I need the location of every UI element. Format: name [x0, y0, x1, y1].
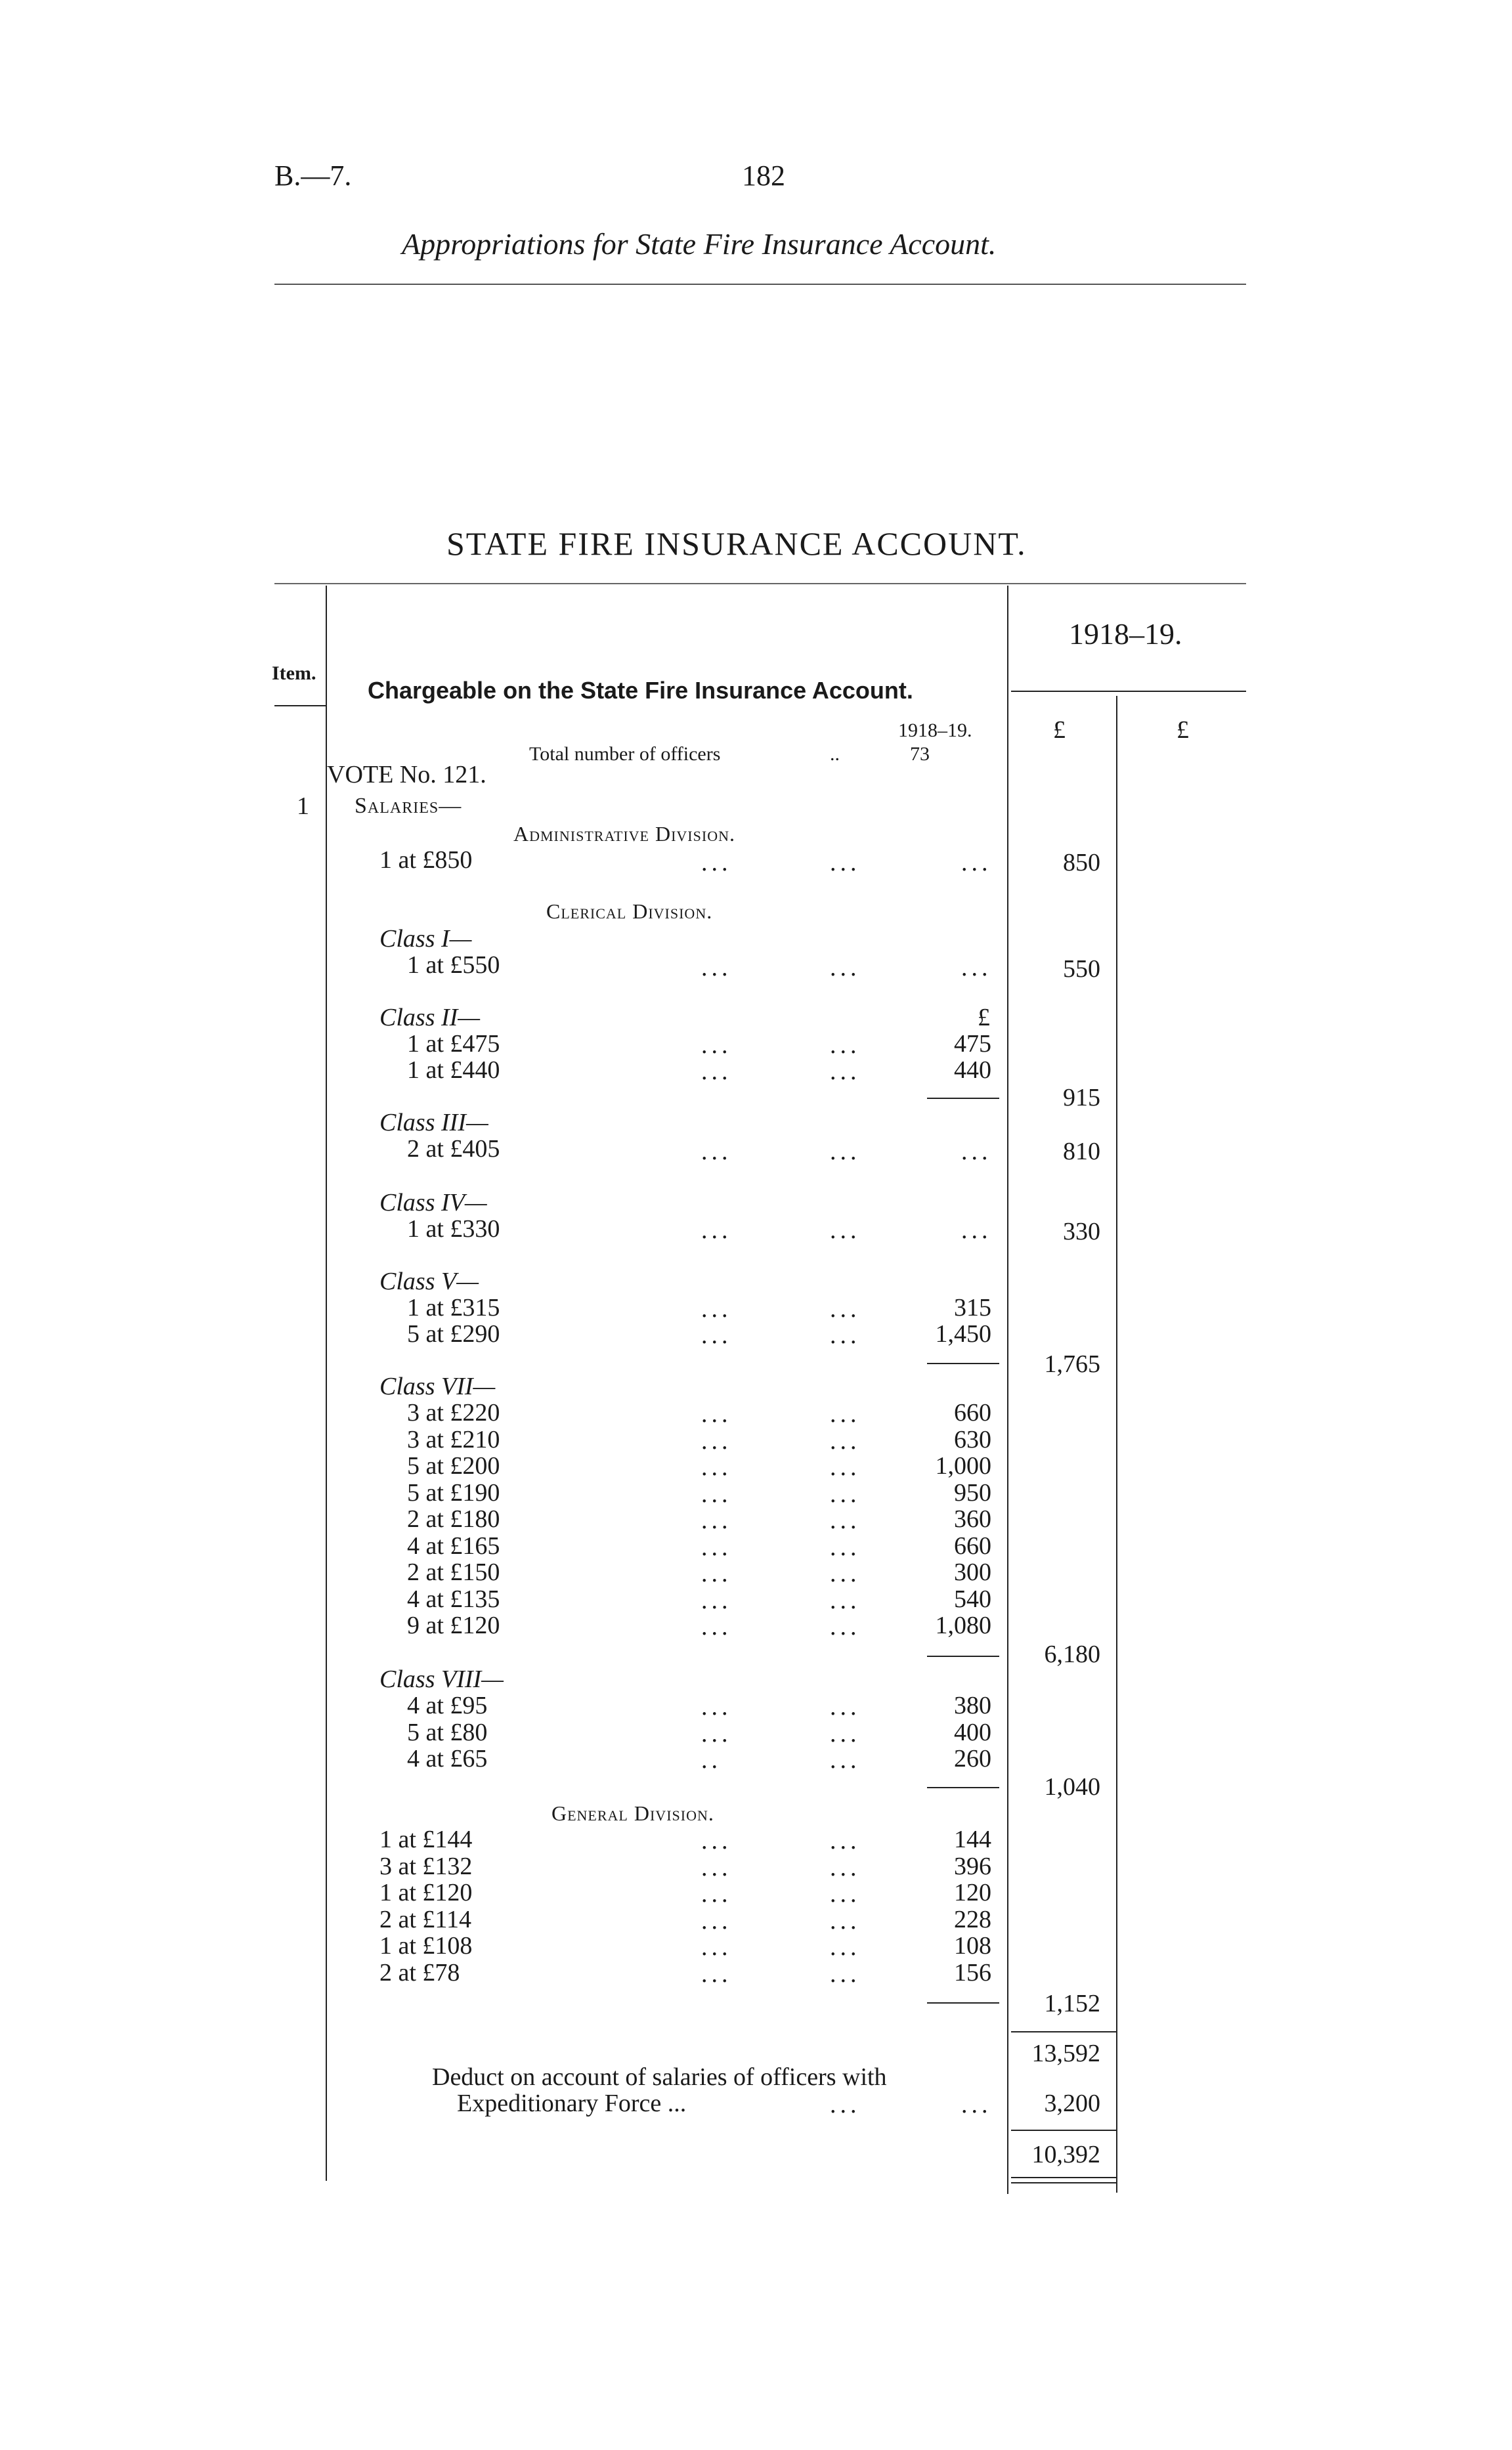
dots: ... [830, 1322, 861, 1349]
row-label: 9 at £120 [407, 1612, 500, 1639]
header-rule [274, 284, 1246, 285]
row-value: 1,450 [935, 1320, 991, 1348]
row-value: 630 [954, 1425, 991, 1453]
class-total: 915 [1063, 1084, 1100, 1111]
row-value: 396 [954, 1852, 991, 1880]
row-value: 400 [954, 1718, 991, 1746]
dots: ... [830, 2091, 861, 2118]
row-label: 4 at £95 [407, 1692, 488, 1719]
subtotal-rule [927, 1787, 999, 1788]
officers-count: 73 [910, 743, 930, 765]
row-value: 108 [954, 1932, 991, 1960]
dots: ... [701, 1693, 732, 1721]
dots: ... [701, 1480, 732, 1508]
dots: ... [830, 1586, 861, 1614]
row-value: 660 [954, 1399, 991, 1427]
net-total: 10,392 [1031, 2141, 1100, 2168]
dots: ... [830, 1295, 861, 1323]
dots: .. [701, 1746, 722, 1774]
dots: ... [701, 1295, 732, 1323]
deduct-line-1: Deduct on account of salaries of officers with [432, 2063, 887, 2091]
row-label: 1 at £120 [379, 1879, 473, 1906]
admin-row-label: 1 at £850 [379, 846, 473, 874]
administrative-division-heading: Administrative Division. [513, 822, 735, 846]
row-label: 2 at £78 [379, 1958, 460, 1987]
item-column-header: Item. [272, 662, 316, 684]
officers-dots: .. [830, 743, 840, 765]
row-label: 5 at £80 [407, 1718, 488, 1746]
class-heading: Class I— [379, 925, 472, 953]
page-subtitle: Appropriations for State Fire Insurance Account. [402, 227, 997, 261]
salaries-heading: Salaries— [355, 794, 462, 818]
row-value: 475 [954, 1030, 991, 1058]
row-label: 1 at £475 [407, 1030, 500, 1058]
page-number: 182 [742, 160, 785, 192]
dots: ... [701, 1960, 732, 1988]
clerical-division-heading: Clerical Division. [546, 899, 713, 923]
deduct-amount: 3,200 [1044, 2090, 1100, 2117]
dots: ... [830, 1216, 861, 1244]
dots: ... [961, 849, 992, 876]
row-label: 5 at £200 [407, 1452, 500, 1480]
year-header-rule [1011, 691, 1246, 692]
dots: ... [830, 1560, 861, 1587]
row-label: 1 at £108 [379, 1932, 473, 1960]
item-number: 1 [297, 792, 309, 820]
pound-sign-header-1: £ [1053, 716, 1066, 744]
table-top-rule [274, 583, 1246, 584]
dots: ... [701, 1058, 732, 1085]
row-label: 5 at £290 [407, 1320, 500, 1348]
dots: ... [830, 1400, 861, 1428]
class-total: 550 [1063, 955, 1100, 983]
dots: ... [701, 1533, 732, 1561]
row-label: 2 at £405 [407, 1135, 500, 1163]
dots: ... [830, 1058, 861, 1085]
row-label: 3 at £220 [407, 1399, 500, 1427]
dots: ... [701, 1138, 732, 1165]
dots: ... [961, 954, 992, 981]
class-total: 1,765 [1044, 1350, 1100, 1378]
dots: ... [830, 1613, 861, 1641]
dots: ... [701, 1427, 732, 1455]
dots: ... [830, 1746, 861, 1774]
row-label: 1 at £315 [407, 1294, 500, 1322]
subtotal-rule [927, 1363, 999, 1364]
item-column-divider [326, 586, 327, 2181]
total-rule [1011, 2031, 1116, 2032]
class-total: 330 [1063, 1218, 1100, 1245]
dots: ... [830, 1693, 861, 1721]
dots: ... [961, 1138, 992, 1165]
dots: ... [701, 849, 732, 876]
row-value: 950 [954, 1478, 991, 1507]
row-label: 1 at £440 [407, 1056, 500, 1084]
dots: ... [701, 1853, 732, 1881]
class-heading: Class V— [379, 1268, 479, 1295]
division-total: 1,152 [1044, 1990, 1100, 2017]
row-label: 2 at £150 [407, 1558, 500, 1586]
dots: ... [701, 1613, 732, 1641]
subtotal-rule [927, 2002, 999, 2004]
row-value: 260 [954, 1745, 991, 1773]
dots: ... [701, 1586, 732, 1614]
dots: ... [830, 1427, 861, 1455]
table-title: STATE FIRE INSURANCE ACCOUNT. [446, 525, 1027, 562]
dots: ... [701, 1400, 732, 1428]
dots: ... [701, 1031, 732, 1059]
row-label: 4 at £135 [407, 1585, 500, 1613]
total-double-rule [1011, 2182, 1116, 2183]
row-value: 380 [954, 1692, 991, 1719]
row-value: 660 [954, 1532, 991, 1560]
dots: ... [701, 1933, 732, 1961]
class-total: 1,040 [1044, 1773, 1100, 1801]
officers-year: 1918–19. [898, 720, 972, 741]
dots: ... [830, 1480, 861, 1508]
row-value: 144 [954, 1826, 991, 1853]
class-heading: Class VIII— [379, 1666, 504, 1693]
row-value: 1,000 [935, 1452, 991, 1480]
dots: ... [701, 1453, 732, 1481]
dots: ... [830, 1853, 861, 1881]
row-value: 228 [954, 1905, 991, 1933]
row-label: 3 at £210 [407, 1425, 500, 1453]
dots: ... [830, 1960, 861, 1988]
general-division-heading: General Division. [551, 1801, 714, 1825]
dots: ... [961, 2091, 992, 2118]
row-value: 360 [954, 1505, 991, 1533]
row-value: 156 [954, 1958, 991, 1987]
dots: ... [830, 1719, 861, 1748]
inner-pound-sign: £ [978, 1004, 990, 1031]
class-total: 810 [1063, 1138, 1100, 1165]
dots: ... [701, 1216, 732, 1244]
dots: ... [830, 1933, 861, 1961]
dots: ... [830, 849, 861, 876]
row-label: 2 at £180 [407, 1505, 500, 1533]
row-label: 2 at £114 [379, 1905, 472, 1933]
row-label: 1 at £550 [407, 951, 500, 979]
dots: ... [830, 1138, 861, 1165]
dots: ... [961, 1216, 992, 1244]
row-label: 5 at £190 [407, 1478, 500, 1507]
row-value: 315 [954, 1294, 991, 1322]
amount-column-divider [1007, 586, 1008, 2194]
dots: ... [830, 1507, 861, 1534]
gross-total: 13,592 [1031, 2040, 1100, 2067]
row-label: 4 at £65 [407, 1745, 488, 1773]
vote-number: VOTE No. 121. [327, 761, 486, 788]
officers-label: Total number of officers [529, 743, 721, 765]
row-value: 440 [954, 1056, 991, 1084]
dots: ... [830, 1827, 861, 1855]
row-value: 540 [954, 1585, 991, 1613]
row-label: 4 at £165 [407, 1532, 500, 1560]
dots: ... [701, 1322, 732, 1349]
pound-sign-header-2: £ [1177, 716, 1189, 744]
class-total: 6,180 [1044, 1641, 1100, 1668]
total-rule [1011, 2177, 1116, 2178]
dots: ... [830, 1031, 861, 1059]
row-label: 1 at £330 [407, 1215, 500, 1243]
dots: ... [701, 1827, 732, 1855]
dots: ... [701, 1880, 732, 1908]
class-heading: Class III— [379, 1109, 488, 1136]
item-header-rule [274, 705, 326, 706]
dots: ... [830, 1880, 861, 1908]
row-value: 300 [954, 1558, 991, 1586]
class-heading: Class VII— [379, 1373, 496, 1400]
row-value: 120 [954, 1879, 991, 1906]
dots: ... [701, 1719, 732, 1748]
row-label: 3 at £132 [379, 1852, 473, 1880]
dots: ... [830, 1533, 861, 1561]
row-value: 1,080 [935, 1612, 991, 1639]
row-label: 1 at £144 [379, 1826, 473, 1853]
dots: ... [701, 954, 732, 981]
dots: ... [701, 1560, 732, 1587]
subtotal-rule [927, 1656, 999, 1657]
total-rule [1011, 2130, 1116, 2131]
dots: ... [701, 1507, 732, 1534]
dots: ... [830, 1453, 861, 1481]
chargeable-heading: Chargeable on the State Fire Insurance Account. [368, 677, 913, 704]
dots: ... [701, 1906, 732, 1935]
document-reference: B.—7. [274, 160, 352, 192]
class-heading: Class IV— [379, 1189, 487, 1216]
deduct-line-2: Expeditionary Force ... [457, 2090, 687, 2117]
admin-total: 850 [1063, 849, 1100, 876]
subtotal-rule [927, 1098, 999, 1099]
dots: ... [830, 1906, 861, 1935]
class-heading: Class II— [379, 1004, 481, 1031]
year-column-header: 1918–19. [1069, 617, 1182, 651]
dots: ... [830, 954, 861, 981]
pound-column-divider [1116, 696, 1117, 2193]
